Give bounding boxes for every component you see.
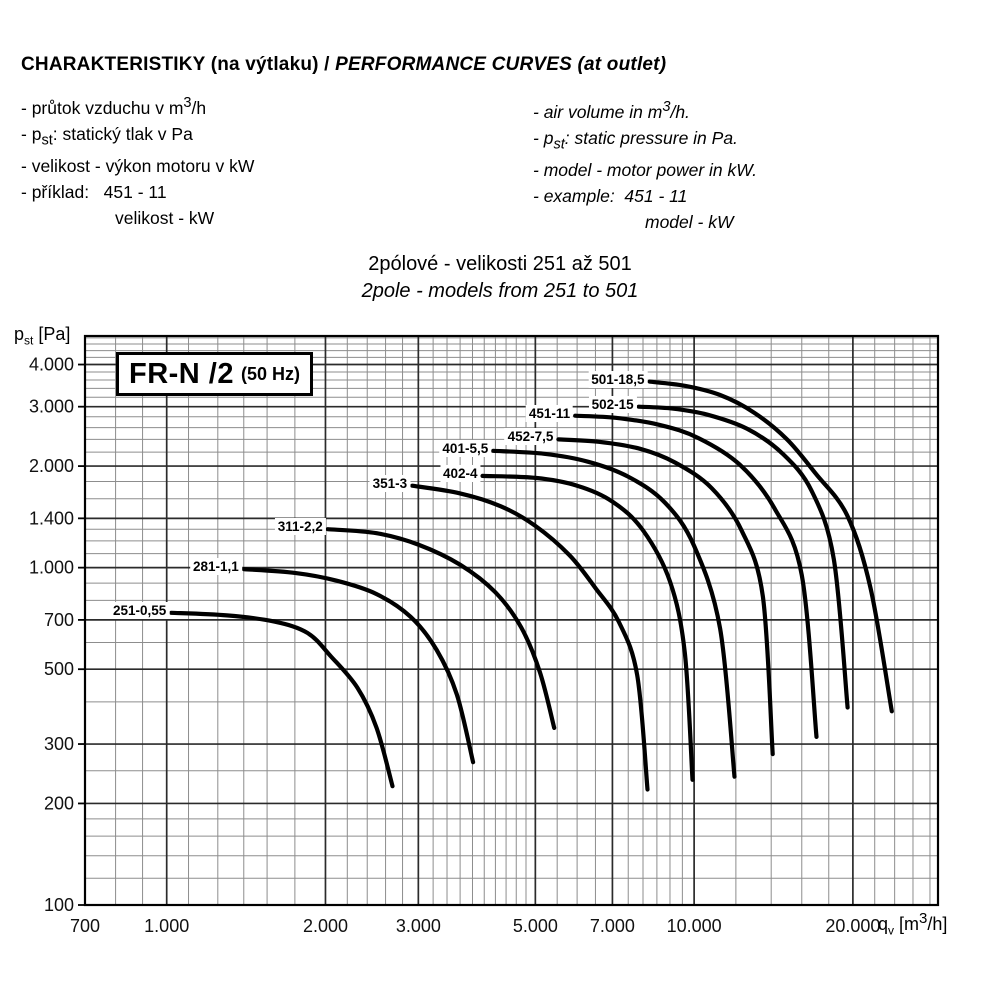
x-tick-label: 7.000 — [589, 916, 635, 936]
chart-title: FR-N /2 — [128, 357, 234, 390]
note-item: - průtok vzduchu v $m^3/h$ — [21, 95, 207, 118]
x-tick-label: 20.000 — [825, 916, 881, 936]
y-tick-label: 700 — [43, 609, 74, 630]
y-tick-label: 2.000 — [28, 456, 74, 477]
y-tick-label: 1.400 — [28, 508, 74, 529]
y-tick-label: 200 — [43, 793, 74, 814]
note-item: - $p_{st}$: static pressure in Pa. — [533, 127, 738, 153]
page-title — [21, 54, 666, 76]
chart-subtitle — [0, 251, 1000, 305]
curve-label-402-4: 402-4 — [440, 465, 481, 482]
page-title-separator: / — [318, 54, 336, 75]
chart-subtitle-czech: 2pólové - velikosti 251 až 501 — [368, 253, 632, 275]
curve-label-311-2,2: 311-2,2 — [275, 518, 326, 535]
x-tick-label: 1.000 — [144, 916, 190, 936]
y-tick-label: 100 — [43, 895, 74, 915]
x-axis-title: $q_v$ $[m^3/h]$ — [878, 910, 948, 938]
notes-english — [533, 94, 757, 235]
note-item: - velikost - výkon motoru v kW — [21, 156, 255, 177]
curve-451-11 — [575, 416, 816, 737]
curve-label-351-3: 351-3 — [370, 475, 411, 492]
curve-label-452-7,5: 452-7,5 — [505, 428, 557, 445]
note-item: - model - motor power in kW. — [533, 160, 757, 181]
curve-251-0,55 — [171, 613, 392, 786]
x-tick-label: 5.000 — [512, 916, 558, 936]
x-tick-label: 700 — [69, 916, 101, 936]
curve-label-451-11: 451-11 — [526, 405, 573, 422]
y-axis-title: $p_{st}$ [Pa] — [14, 324, 71, 348]
curve-402-4 — [483, 476, 693, 780]
y-tick-label: 1.000 — [28, 557, 74, 578]
curve-label-501-18,5: 501-18,5 — [588, 371, 647, 388]
note-item: velikost - kW — [115, 208, 215, 229]
note-item: - příklad: 451 - 11 — [21, 182, 167, 203]
note-item: model - kW — [645, 212, 734, 233]
x-tick-label: 2.000 — [302, 916, 348, 936]
y-tick-label: 4.000 — [28, 354, 74, 375]
page-title-english: PERFORMANCE CURVES (at outlet) — [335, 54, 667, 75]
y-tick-label: 300 — [43, 734, 74, 755]
page-title-czech: CHARAKTERISTIKY (na výtlaku) — [21, 54, 319, 75]
curve-label-502-15: 502-15 — [589, 396, 637, 413]
chart-title-frequency: (50 Hz) — [240, 363, 300, 384]
x-tick-label: 10.000 — [666, 916, 722, 936]
chart-subtitle-english: 2pole - models from 251 to 501 — [361, 280, 639, 302]
note-item: - example: 451 - 11 — [533, 186, 688, 207]
note-item: - $p_{st}$: statický tlak v Pa — [21, 123, 193, 149]
curve-label-251-0,55: 251-0,55 — [110, 602, 169, 619]
curve-452-7,5 — [558, 439, 772, 754]
x-tick-label: 3.000 — [395, 916, 441, 936]
curve-label-401-5,5: 401-5,5 — [439, 440, 491, 457]
curve-281-1,1 — [244, 569, 473, 762]
chart-title-box — [116, 352, 313, 396]
y-tick-label: 500 — [43, 659, 74, 680]
curve-label-281-1,1: 281-1,1 — [190, 558, 242, 575]
y-tick-label: 3.000 — [28, 396, 74, 417]
note-item: - air volume in $m^3/h$. — [533, 99, 690, 122]
notes-czech — [21, 90, 254, 231]
